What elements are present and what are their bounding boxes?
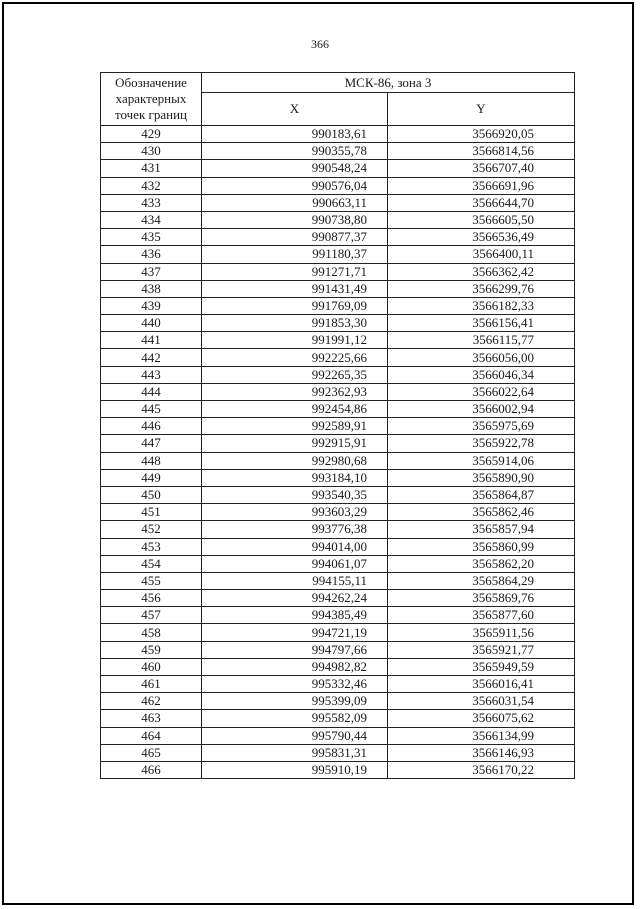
y-coordinate-cell: 3565869,76 bbox=[388, 590, 575, 607]
x-coordinate-cell: 993776,38 bbox=[202, 521, 388, 538]
x-coordinate-cell: 990548,24 bbox=[202, 160, 388, 177]
point-number-cell: 456 bbox=[101, 590, 202, 607]
x-coordinate-cell: 994982,82 bbox=[202, 658, 388, 675]
point-number-cell: 463 bbox=[101, 710, 202, 727]
x-coordinate-cell: 991769,09 bbox=[202, 297, 388, 314]
point-number-cell: 450 bbox=[101, 486, 202, 503]
table-row bbox=[101, 401, 575, 418]
x-coordinate-cell: 990663,11 bbox=[202, 194, 388, 211]
point-number-cell: 429 bbox=[101, 126, 202, 143]
header-row-system bbox=[101, 73, 575, 93]
y-coordinate-cell: 3566299,76 bbox=[388, 280, 575, 297]
table-row bbox=[101, 486, 575, 503]
x-coordinate-cell: 992225,66 bbox=[202, 349, 388, 366]
point-number-cell: 446 bbox=[101, 418, 202, 435]
y-coordinate-cell: 3566056,00 bbox=[388, 349, 575, 366]
y-coordinate-cell: 3565914,06 bbox=[388, 452, 575, 469]
y-coordinate-cell: 3566536,49 bbox=[388, 229, 575, 246]
y-coordinate-cell: 3566134,99 bbox=[388, 727, 575, 744]
table-row bbox=[101, 143, 575, 160]
header-coordinate-system: МСК-86, зона 3 bbox=[202, 73, 575, 93]
x-coordinate-cell: 993540,35 bbox=[202, 486, 388, 503]
point-number-cell: 437 bbox=[101, 263, 202, 280]
table-row bbox=[101, 572, 575, 589]
table-row bbox=[101, 418, 575, 435]
table-row bbox=[101, 297, 575, 314]
x-coordinate-cell: 994385,49 bbox=[202, 607, 388, 624]
y-coordinate-cell: 3565857,94 bbox=[388, 521, 575, 538]
point-number-cell: 443 bbox=[101, 366, 202, 383]
table-row bbox=[101, 126, 575, 143]
x-coordinate-cell: 990183,61 bbox=[202, 126, 388, 143]
y-coordinate-cell: 3566115,77 bbox=[388, 332, 575, 349]
y-coordinate-cell: 3566022,64 bbox=[388, 383, 575, 400]
point-number-cell: 441 bbox=[101, 332, 202, 349]
page-number: 366 bbox=[311, 37, 329, 51]
point-number-cell: 438 bbox=[101, 280, 202, 297]
point-number-cell: 465 bbox=[101, 744, 202, 761]
point-number-cell: 452 bbox=[101, 521, 202, 538]
y-coordinate-cell: 3566156,41 bbox=[388, 315, 575, 332]
header-y: Y bbox=[388, 93, 575, 126]
table-row bbox=[101, 263, 575, 280]
x-coordinate-cell: 991853,30 bbox=[202, 315, 388, 332]
y-coordinate-cell: 3566031,54 bbox=[388, 693, 575, 710]
point-number-cell: 449 bbox=[101, 469, 202, 486]
y-coordinate-cell: 3565860,99 bbox=[388, 538, 575, 555]
point-number-cell: 444 bbox=[101, 383, 202, 400]
x-coordinate-cell: 995831,31 bbox=[202, 744, 388, 761]
x-coordinate-cell: 995910,19 bbox=[202, 761, 388, 778]
x-coordinate-cell: 994797,66 bbox=[202, 641, 388, 658]
x-coordinate-cell: 990877,37 bbox=[202, 229, 388, 246]
y-coordinate-cell: 3566170,22 bbox=[388, 761, 575, 778]
y-coordinate-cell: 3566707,40 bbox=[388, 160, 575, 177]
table-row bbox=[101, 349, 575, 366]
point-number-cell: 430 bbox=[101, 143, 202, 160]
table-row bbox=[101, 727, 575, 744]
point-number-cell: 431 bbox=[101, 160, 202, 177]
table-row bbox=[101, 590, 575, 607]
x-coordinate-cell: 991991,12 bbox=[202, 332, 388, 349]
point-number-cell: 445 bbox=[101, 401, 202, 418]
y-coordinate-cell: 3565864,87 bbox=[388, 486, 575, 503]
x-coordinate-cell: 994155,11 bbox=[202, 572, 388, 589]
point-number-cell: 439 bbox=[101, 297, 202, 314]
table-row bbox=[101, 211, 575, 228]
point-number-cell: 462 bbox=[101, 693, 202, 710]
table-row bbox=[101, 383, 575, 400]
point-number-cell: 466 bbox=[101, 761, 202, 778]
y-coordinate-cell: 3566016,41 bbox=[388, 676, 575, 693]
y-coordinate-cell: 3566644,70 bbox=[388, 194, 575, 211]
x-coordinate-cell: 992589,91 bbox=[202, 418, 388, 435]
point-number-cell: 448 bbox=[101, 452, 202, 469]
x-coordinate-cell: 995582,09 bbox=[202, 710, 388, 727]
point-number-cell: 440 bbox=[101, 315, 202, 332]
y-coordinate-cell: 3566002,94 bbox=[388, 401, 575, 418]
table-row bbox=[101, 246, 575, 263]
point-number-cell: 458 bbox=[101, 624, 202, 641]
coordinates-table bbox=[100, 72, 575, 779]
y-coordinate-cell: 3566146,93 bbox=[388, 744, 575, 761]
x-coordinate-cell: 990576,04 bbox=[202, 177, 388, 194]
table-row bbox=[101, 504, 575, 521]
table-row bbox=[101, 710, 575, 727]
x-coordinate-cell: 995790,44 bbox=[202, 727, 388, 744]
point-number-cell: 434 bbox=[101, 211, 202, 228]
x-coordinate-cell: 991431,49 bbox=[202, 280, 388, 297]
point-number-cell: 436 bbox=[101, 246, 202, 263]
point-number-cell: 442 bbox=[101, 349, 202, 366]
y-coordinate-cell: 3566920,05 bbox=[388, 126, 575, 143]
y-coordinate-cell: 3566691,96 bbox=[388, 177, 575, 194]
x-coordinate-cell: 991271,71 bbox=[202, 263, 388, 280]
y-coordinate-cell: 3566814,56 bbox=[388, 143, 575, 160]
point-number-cell: 464 bbox=[101, 727, 202, 744]
point-number-cell: 457 bbox=[101, 607, 202, 624]
point-number-cell: 460 bbox=[101, 658, 202, 675]
table-row bbox=[101, 229, 575, 246]
point-number-cell: 432 bbox=[101, 177, 202, 194]
y-coordinate-cell: 3565864,29 bbox=[388, 572, 575, 589]
x-coordinate-cell: 992454,86 bbox=[202, 401, 388, 418]
table-row bbox=[101, 693, 575, 710]
x-coordinate-cell: 993603,29 bbox=[202, 504, 388, 521]
point-number-cell: 461 bbox=[101, 676, 202, 693]
table-row bbox=[101, 366, 575, 383]
point-number-cell: 435 bbox=[101, 229, 202, 246]
y-coordinate-cell: 3565877,60 bbox=[388, 607, 575, 624]
point-number-cell: 454 bbox=[101, 555, 202, 572]
point-number-cell: 459 bbox=[101, 641, 202, 658]
point-number-cell: 453 bbox=[101, 538, 202, 555]
table-row bbox=[101, 607, 575, 624]
table-row bbox=[101, 280, 575, 297]
table-row bbox=[101, 315, 575, 332]
point-number-cell: 451 bbox=[101, 504, 202, 521]
y-coordinate-cell: 3566605,50 bbox=[388, 211, 575, 228]
x-coordinate-cell: 994721,19 bbox=[202, 624, 388, 641]
table-row bbox=[101, 624, 575, 641]
x-coordinate-cell: 992915,91 bbox=[202, 435, 388, 452]
y-coordinate-cell: 3565975,69 bbox=[388, 418, 575, 435]
table-row bbox=[101, 177, 575, 194]
y-coordinate-cell: 3566400,11 bbox=[388, 246, 575, 263]
header-point-designation: Обозначение характерных точек границ bbox=[101, 73, 202, 126]
y-coordinate-cell: 3565890,90 bbox=[388, 469, 575, 486]
table-row bbox=[101, 676, 575, 693]
x-coordinate-cell: 990355,78 bbox=[202, 143, 388, 160]
table-row bbox=[101, 761, 575, 778]
x-coordinate-cell: 994061,07 bbox=[202, 555, 388, 572]
x-coordinate-cell: 991180,37 bbox=[202, 246, 388, 263]
point-number-cell: 433 bbox=[101, 194, 202, 211]
x-coordinate-cell: 994262,24 bbox=[202, 590, 388, 607]
point-number-cell: 455 bbox=[101, 572, 202, 589]
table-row bbox=[101, 435, 575, 452]
table-row bbox=[101, 658, 575, 675]
header-x: X bbox=[202, 93, 388, 126]
table-row bbox=[101, 469, 575, 486]
x-coordinate-cell: 992265,35 bbox=[202, 366, 388, 383]
y-coordinate-cell: 3565949,59 bbox=[388, 658, 575, 675]
x-coordinate-cell: 995399,09 bbox=[202, 693, 388, 710]
table-row bbox=[101, 641, 575, 658]
table-row bbox=[101, 160, 575, 177]
x-coordinate-cell: 992362,93 bbox=[202, 383, 388, 400]
x-coordinate-cell: 993184,10 bbox=[202, 469, 388, 486]
y-coordinate-cell: 3565921,77 bbox=[388, 641, 575, 658]
table-row bbox=[101, 744, 575, 761]
table-row bbox=[101, 452, 575, 469]
y-coordinate-cell: 3566046,34 bbox=[388, 366, 575, 383]
table-row bbox=[101, 555, 575, 572]
point-number-cell: 447 bbox=[101, 435, 202, 452]
y-coordinate-cell: 3565922,78 bbox=[388, 435, 575, 452]
x-coordinate-cell: 992980,68 bbox=[202, 452, 388, 469]
x-coordinate-cell: 995332,46 bbox=[202, 676, 388, 693]
y-coordinate-cell: 3566075,62 bbox=[388, 710, 575, 727]
y-coordinate-cell: 3566182,33 bbox=[388, 297, 575, 314]
table-row bbox=[101, 521, 575, 538]
y-coordinate-cell: 3565862,46 bbox=[388, 504, 575, 521]
y-coordinate-cell: 3565862,20 bbox=[388, 555, 575, 572]
x-coordinate-cell: 990738,80 bbox=[202, 211, 388, 228]
table-row bbox=[101, 538, 575, 555]
table-row bbox=[101, 194, 575, 211]
coordinates-table-body bbox=[101, 73, 575, 779]
x-coordinate-cell: 994014,00 bbox=[202, 538, 388, 555]
table-row bbox=[101, 332, 575, 349]
y-coordinate-cell: 3565911,56 bbox=[388, 624, 575, 641]
y-coordinate-cell: 3566362,42 bbox=[388, 263, 575, 280]
